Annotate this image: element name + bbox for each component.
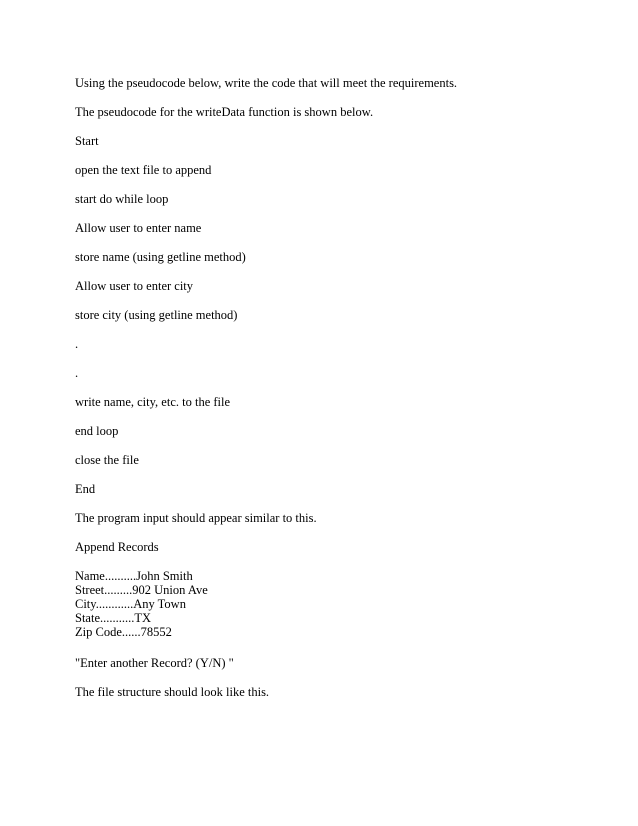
- pseudocode-line: store city (using getline method): [75, 308, 238, 322]
- record-field-line: Zip Code......78552: [75, 625, 172, 639]
- append-heading: Append Records: [75, 540, 159, 554]
- pseudocode-line: End: [75, 482, 96, 496]
- pseudocode-line: Allow user to enter name: [75, 221, 202, 235]
- pseudocode-line: start do while loop: [75, 192, 169, 206]
- pseudocode-line: end loop: [75, 424, 119, 438]
- pseudocode-line: store name (using getline method): [75, 250, 246, 264]
- record-field-line: City............Any Town: [75, 597, 186, 611]
- record-field-line: Name..........John Smith: [75, 569, 193, 583]
- pseudocode-line: Start: [75, 134, 99, 148]
- pseudocode-line: .: [75, 366, 79, 380]
- prompt-text: "Enter another Record? (Y/N) ": [75, 656, 234, 670]
- pseudocode-line: close the file: [75, 453, 139, 467]
- pseudocode-line: open the text file to append: [75, 163, 212, 177]
- record-field-line: Street.........902 Union Ave: [75, 583, 208, 597]
- record-field-line: State...........TX: [75, 611, 152, 625]
- structure-intro-text: The file structure should look like this.: [75, 685, 270, 699]
- input-intro-text: The program input should appear similar to this.: [75, 511, 317, 525]
- pseudocode-line: Allow user to enter city: [75, 279, 194, 293]
- pseudocode-line: write name, city, etc. to the file: [75, 395, 231, 409]
- intro-text: Using the pseudocode below, write the code that will meet the requirements.: [75, 76, 458, 90]
- pseudocode-heading: The pseudocode for the writeData function is shown below.: [75, 105, 374, 119]
- pseudocode-line: .: [75, 337, 79, 351]
